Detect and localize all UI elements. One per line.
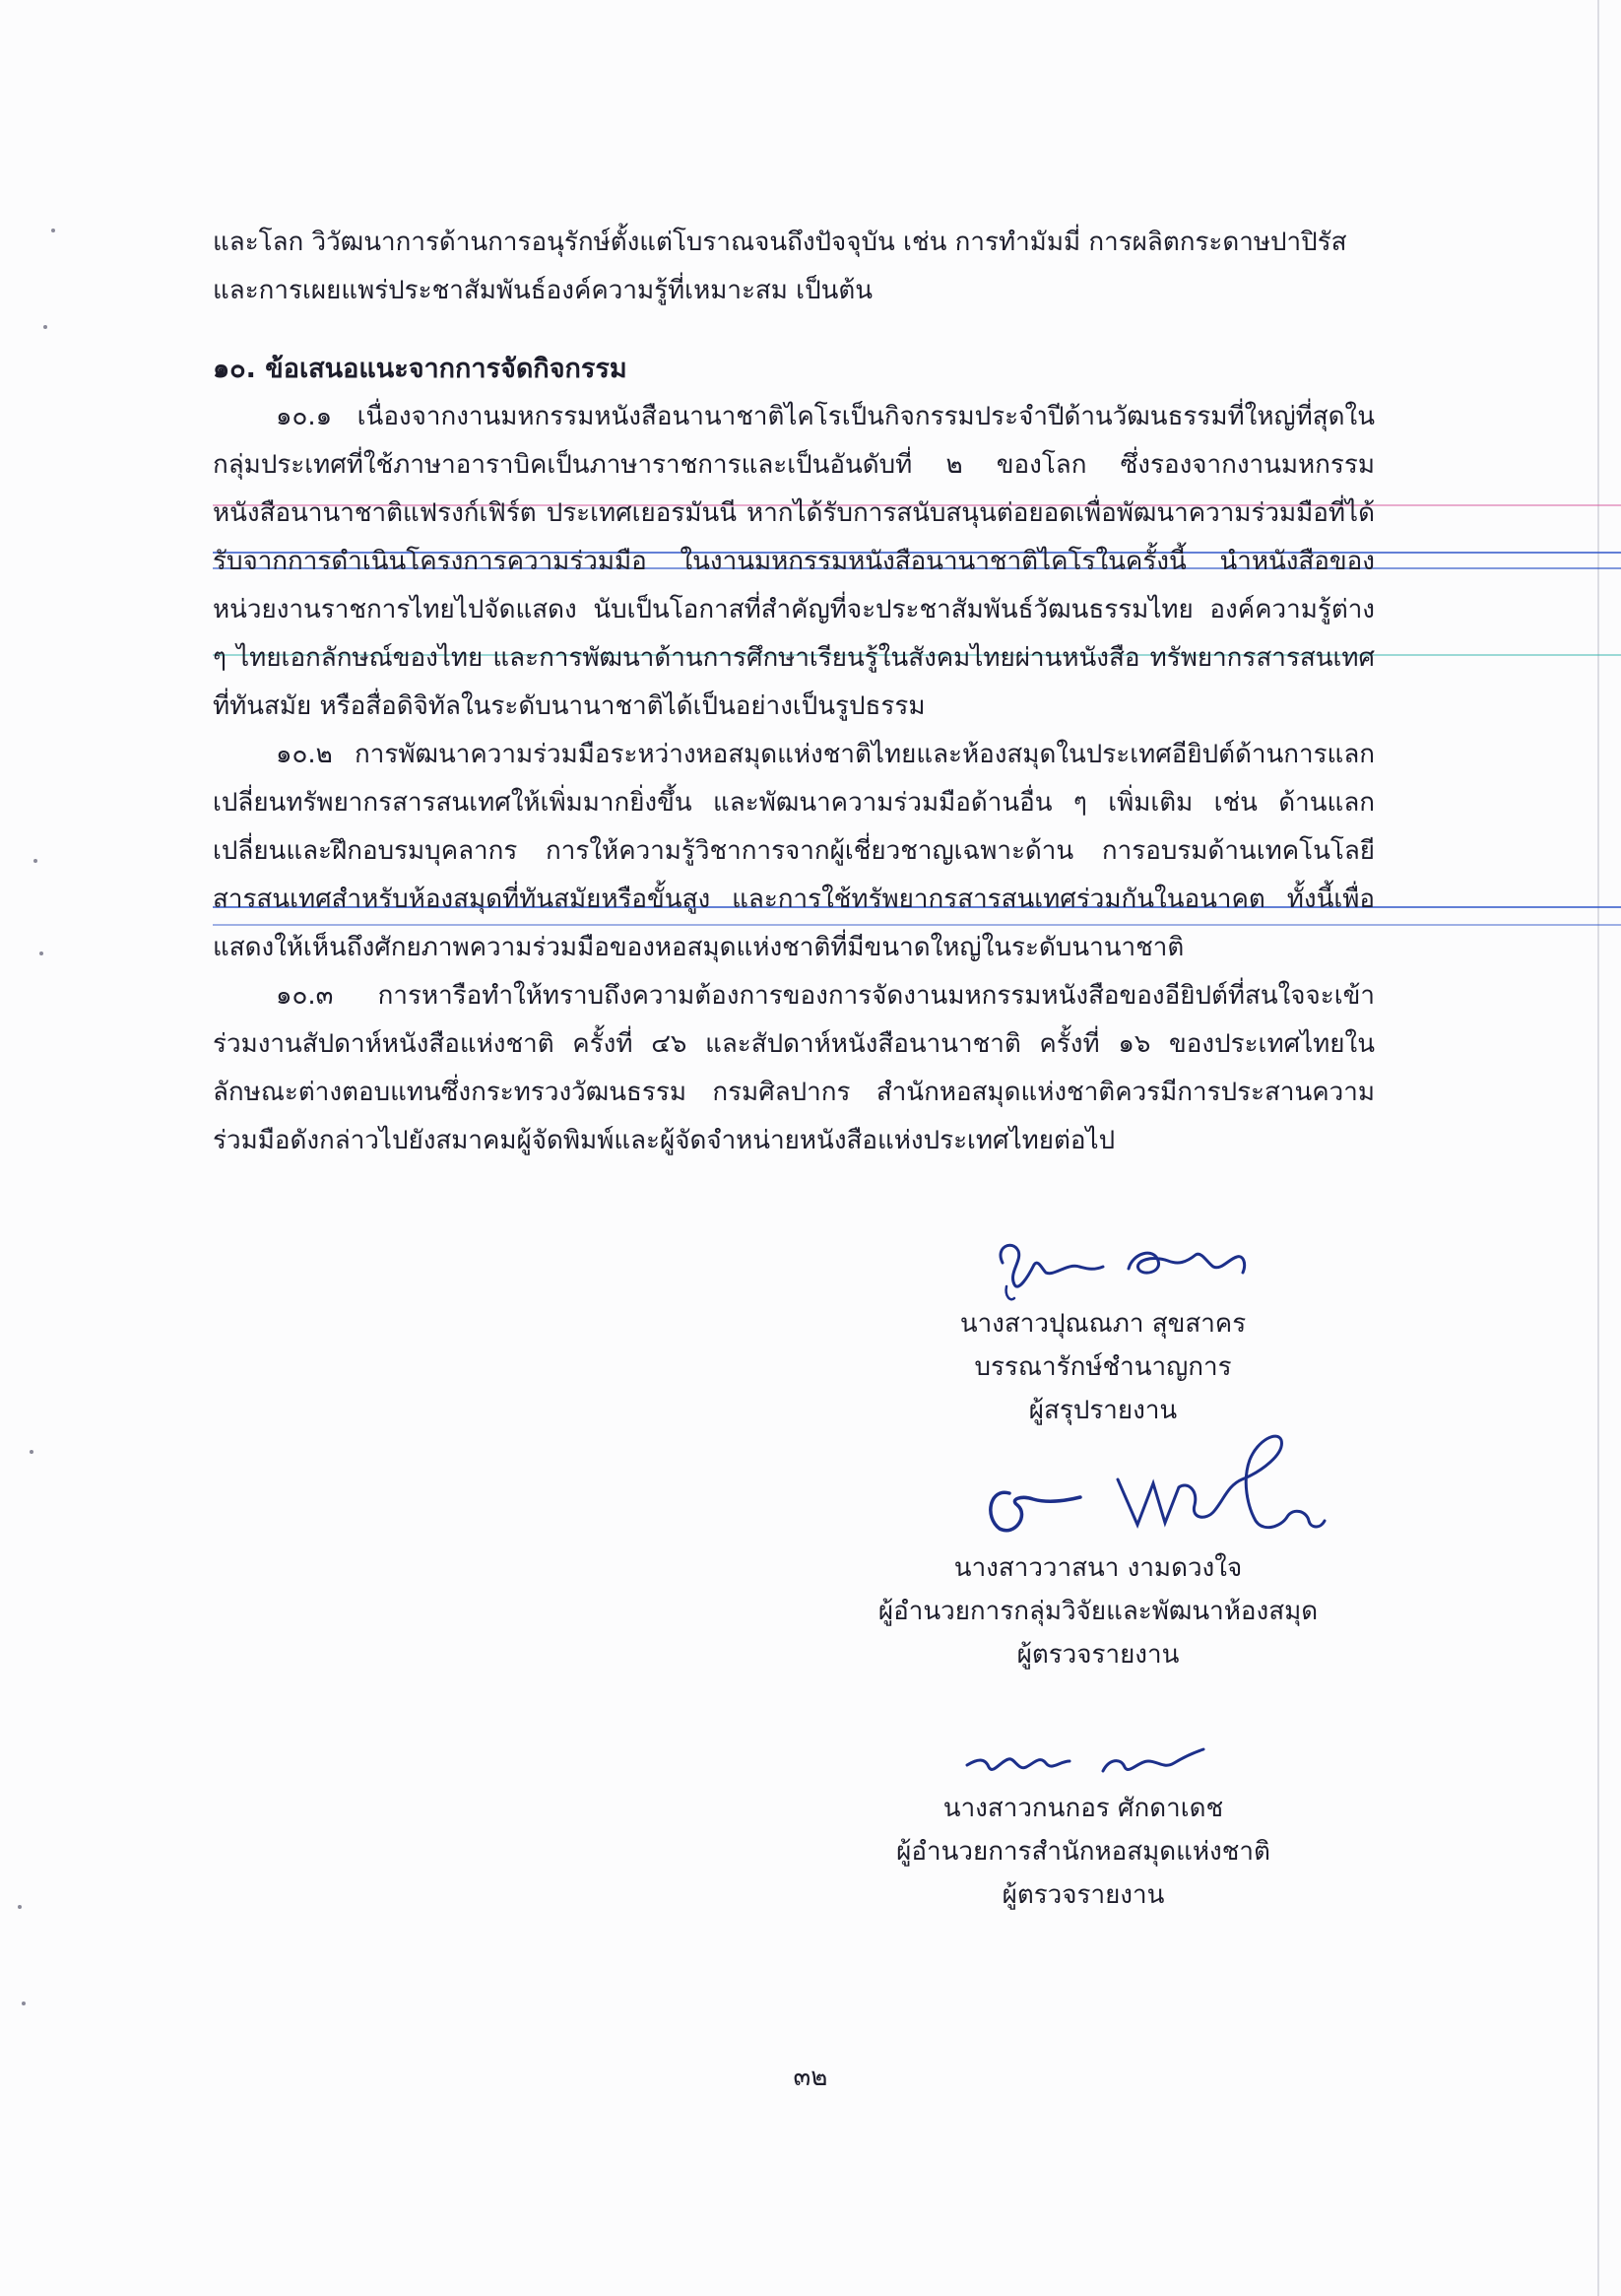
signatory-position: ผู้อำนวยการสำนักหอสมุดแห่งชาติ (896, 1837, 1270, 1867)
intro-line: และโลก วิวัฒนาการด้านการอนุรักษ์ตั้งแต่โบราณจนถึงปัจจุบัน เช่น การทำมัมมี่ การผลิตกระดาษปาปิรัส (213, 228, 1347, 257)
signatory-block-1 (945, 1302, 1261, 1432)
scan-speck (18, 1905, 22, 1909)
signatory-role: ผู้สรุปรายงาน (1028, 1396, 1178, 1425)
scan-speck (30, 1450, 33, 1454)
scan-speck (22, 2001, 26, 2005)
handwritten-signature-2 (970, 1426, 1344, 1554)
scan-speck (33, 859, 37, 863)
signatory-role: ผู้ตรวจรายงาน (1002, 1880, 1165, 1910)
intro-line: และการเผยแพร่ประชาสัมพันธ์องค์ความรู้ที่เหมาะสม เป็นต้น (213, 276, 874, 305)
signatory-position: บรรณารักษ์ชำนาญการ (974, 1352, 1232, 1382)
signatory-block-2 (867, 1546, 1329, 1676)
paragraph-10-1: ๑๐.๑ เนื่องจากงานมหกรรมหนังสือนานาชาติไคโรเป็นกิจกรรมประจำปีด้านวัฒนธรรมที่ใหญ่ที่สุดในกลุ่มประเทศที่ใช้ภาษาอาราบิคเป็นภาษาราชการและเป็นอันดับที่ ๒ ของโลก ซึ่งรองจากงานมหกรรมหนังสือนานาชาติแฟรงก์เฟิร์ต ประเทศเยอรมันนี หากได้รับการสนับสนุนต่อยอดเพื่อพัฒนาความร่วมมือที่ได้รับจากการดำเนินโครงการความร่วมมือ ในงานมหกรรมหนังสือนานาชาติไคโรในครั้งนี้ นำหนังสือของหน่วยงานราชการไทยไปจัดแสดง นับเป็นโอกาสที่สำคัญที่จะประชาสัมพันธ์วัฒนธรรมไทย องค์ความรู้ต่าง ๆ ไทยเอกลักษณ์ของไทย และการพัฒนาด้านการศึกษาเรียนรู้ในสังคมไทยผ่านหนังสือ ทรัพยากรสารสนเทศที่ทันสมัย หรือสื่อดิจิทัลในระดับนานาชาติได้เป็นอย่างเป็นรูปธรรม (213, 402, 1375, 721)
signatory-role: ผู้ตรวจรายงาน (1016, 1640, 1180, 1670)
scan-speck (43, 325, 47, 329)
paragraph-10-2: ๑๐.๒ การพัฒนาความร่วมมือระหว่างหอสมุดแห่งชาติไทยและห้องสมุดในประเทศอียิปต์ด้านการแลกเปลี่ยนทรัพยากรสารสนเทศให้เพิ่มมากยิ่งขึ้น และพัฒนาความร่วมมือด้านอื่น ๆ เพิ่มเติม เช่น ด้านแลกเปลี่ยนและฝึกอบรมบุคลากร การให้ความรู้วิชาการจากผู้เชี่ยวชาญเฉพาะด้าน การอบรมด้านเทคโนโลยีสารสนเทศสำหรับห้องสมุดที่ทันสมัยหรือขั้นสูง และการใช้ทรัพยากรสารสนเทศร่วมกันในอนาคต ทั้งนี้เพื่อแสดงให้เห็นถึงศักยภาพความร่วมมือของหอสมุดแห่งชาติที่มีขนาดใหญ่ในระดับนานาชาติ (213, 740, 1375, 962)
signatory-block-3 (886, 1787, 1280, 1917)
signatory-name: นางสาวปุณณภา สุขสาคร (959, 1309, 1247, 1339)
scan-speck (51, 229, 55, 232)
scan-speck (39, 951, 43, 955)
handwritten-signature-1 (985, 1233, 1270, 1312)
signatory-name: นางสาวกนกอร ศักดาเดช (942, 1794, 1224, 1823)
section-heading: ๑๐. ข้อเสนอแนะจากการจัดกิจกรรม (213, 354, 627, 384)
paragraph-10-3: ๑๐.๓ การหารือทำให้ทราบถึงความต้องการของการจัดงานมหกรรมหนังสือของอียิปต์ที่สนใจจะเข้าร่วมงานสัปดาห์หนังสือแห่งชาติ ครั้งที่ ๔๖ และสัปดาห์หนังสือนานาชาติ ครั้งที่ ๑๖ ของประเทศไทยในลักษณะต่างตอบแทนซึ่งกระทรวงวัฒนธรรม กรมศิลปากร สำนักหอสมุดแห่งชาติควรมีการประสานความร่วมมือดังกล่าวไปยังสมาคมผู้จัดพิมพ์และผู้จัดจำหน่ายหนังสือแห่งประเทศไทยต่อไป (213, 981, 1375, 1155)
signatory-name: นางสาววาสนา งามดวงใจ (953, 1553, 1243, 1583)
handwritten-signature-3 (955, 1732, 1231, 1791)
scan-page-edge (1597, 0, 1599, 2296)
document-body (213, 219, 1375, 1165)
page-number: ๓๒ (793, 2063, 828, 2092)
signatory-position: ผู้อำนวยการกลุ่มวิจัยและพัฒนาห้องสมุด (877, 1597, 1319, 1626)
